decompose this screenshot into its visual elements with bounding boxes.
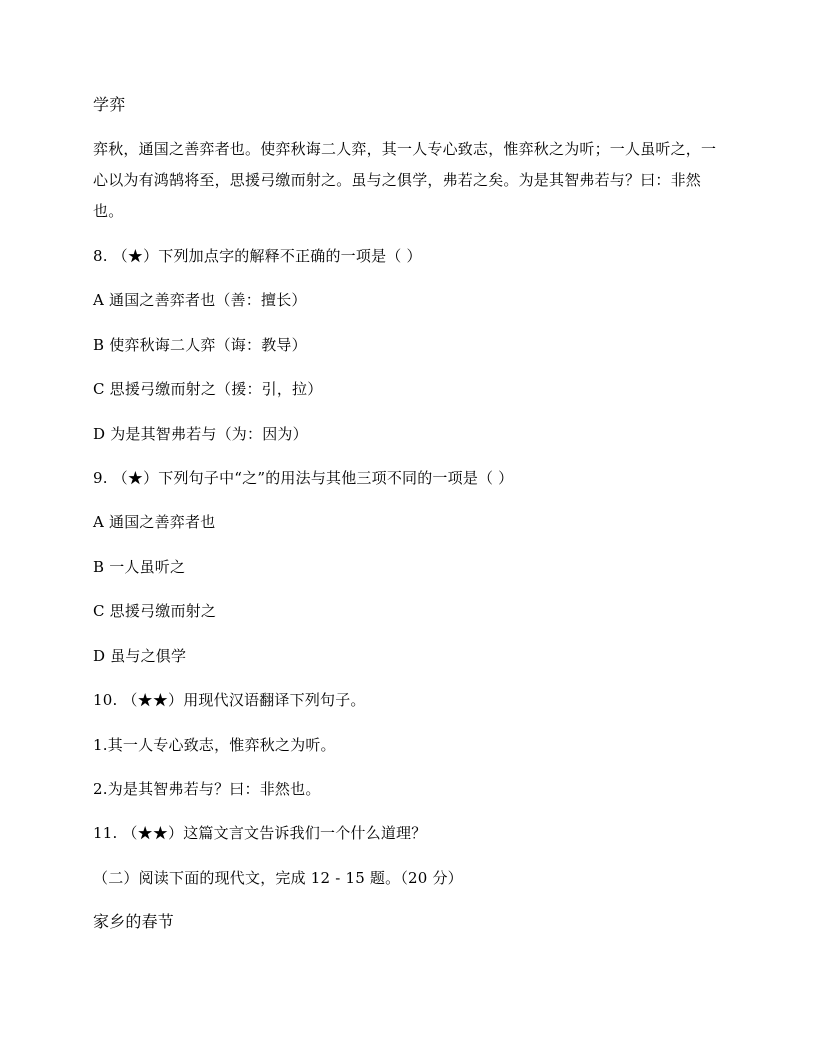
question-8-option-b: B 使弈秋诲二人弈（诲：教导） (93, 336, 307, 354)
question-11-stem: 11. （★★）这篇文言文告诉我们一个什么道理？ (93, 824, 427, 842)
question-8-option-d: D 为是其智弗若与（为：因为） (93, 425, 308, 443)
question-9-option-d: D 虽与之俱学 (93, 647, 187, 665)
section-two-heading: （二）阅读下面的现代文，完成 12 - 15 题。（20 分） (93, 869, 463, 887)
section-two-title: 家乡的春节 (93, 912, 175, 931)
question-8-stem: 8. （★）下列加点字的解释不正确的一项是（ ） (93, 247, 422, 265)
question-9-option-c: C 思援弓缴而射之 (93, 602, 217, 620)
question-9-option-a: A 通国之善弈者也 (93, 513, 216, 531)
question-10-item-2: 2.为是其智弗若与？曰：非然也。 (93, 780, 321, 798)
question-8-option-a: A 通国之善弈者也（善：擅长） (93, 291, 307, 309)
question-10-item-1: 1.其一人专心致志，惟弈秋之为听。 (93, 736, 336, 754)
passage-title: 学弈 (93, 95, 126, 114)
passage-body: 弈秋，通国之善弈者也。使弈秋诲二人弈，其一人专心致志，惟弈秋之为听；一人虽听之，一心以为有鸿鹄将至，思援弓缴而射之。虽与之俱学，弗若之矣。为是其智弗若与？曰：非然也。 (93, 140, 717, 220)
question-10-stem: 10. （★★）用现代汉语翻译下列句子。 (93, 691, 366, 709)
question-9-stem: 9. （★）下列句子中“之”的用法与其他三项不同的一项是（ ） (93, 469, 514, 487)
question-8-option-c: C 思援弓缴而射之（援：引，拉） (93, 380, 323, 398)
question-9-option-b: B 一人虽听之 (93, 558, 186, 576)
